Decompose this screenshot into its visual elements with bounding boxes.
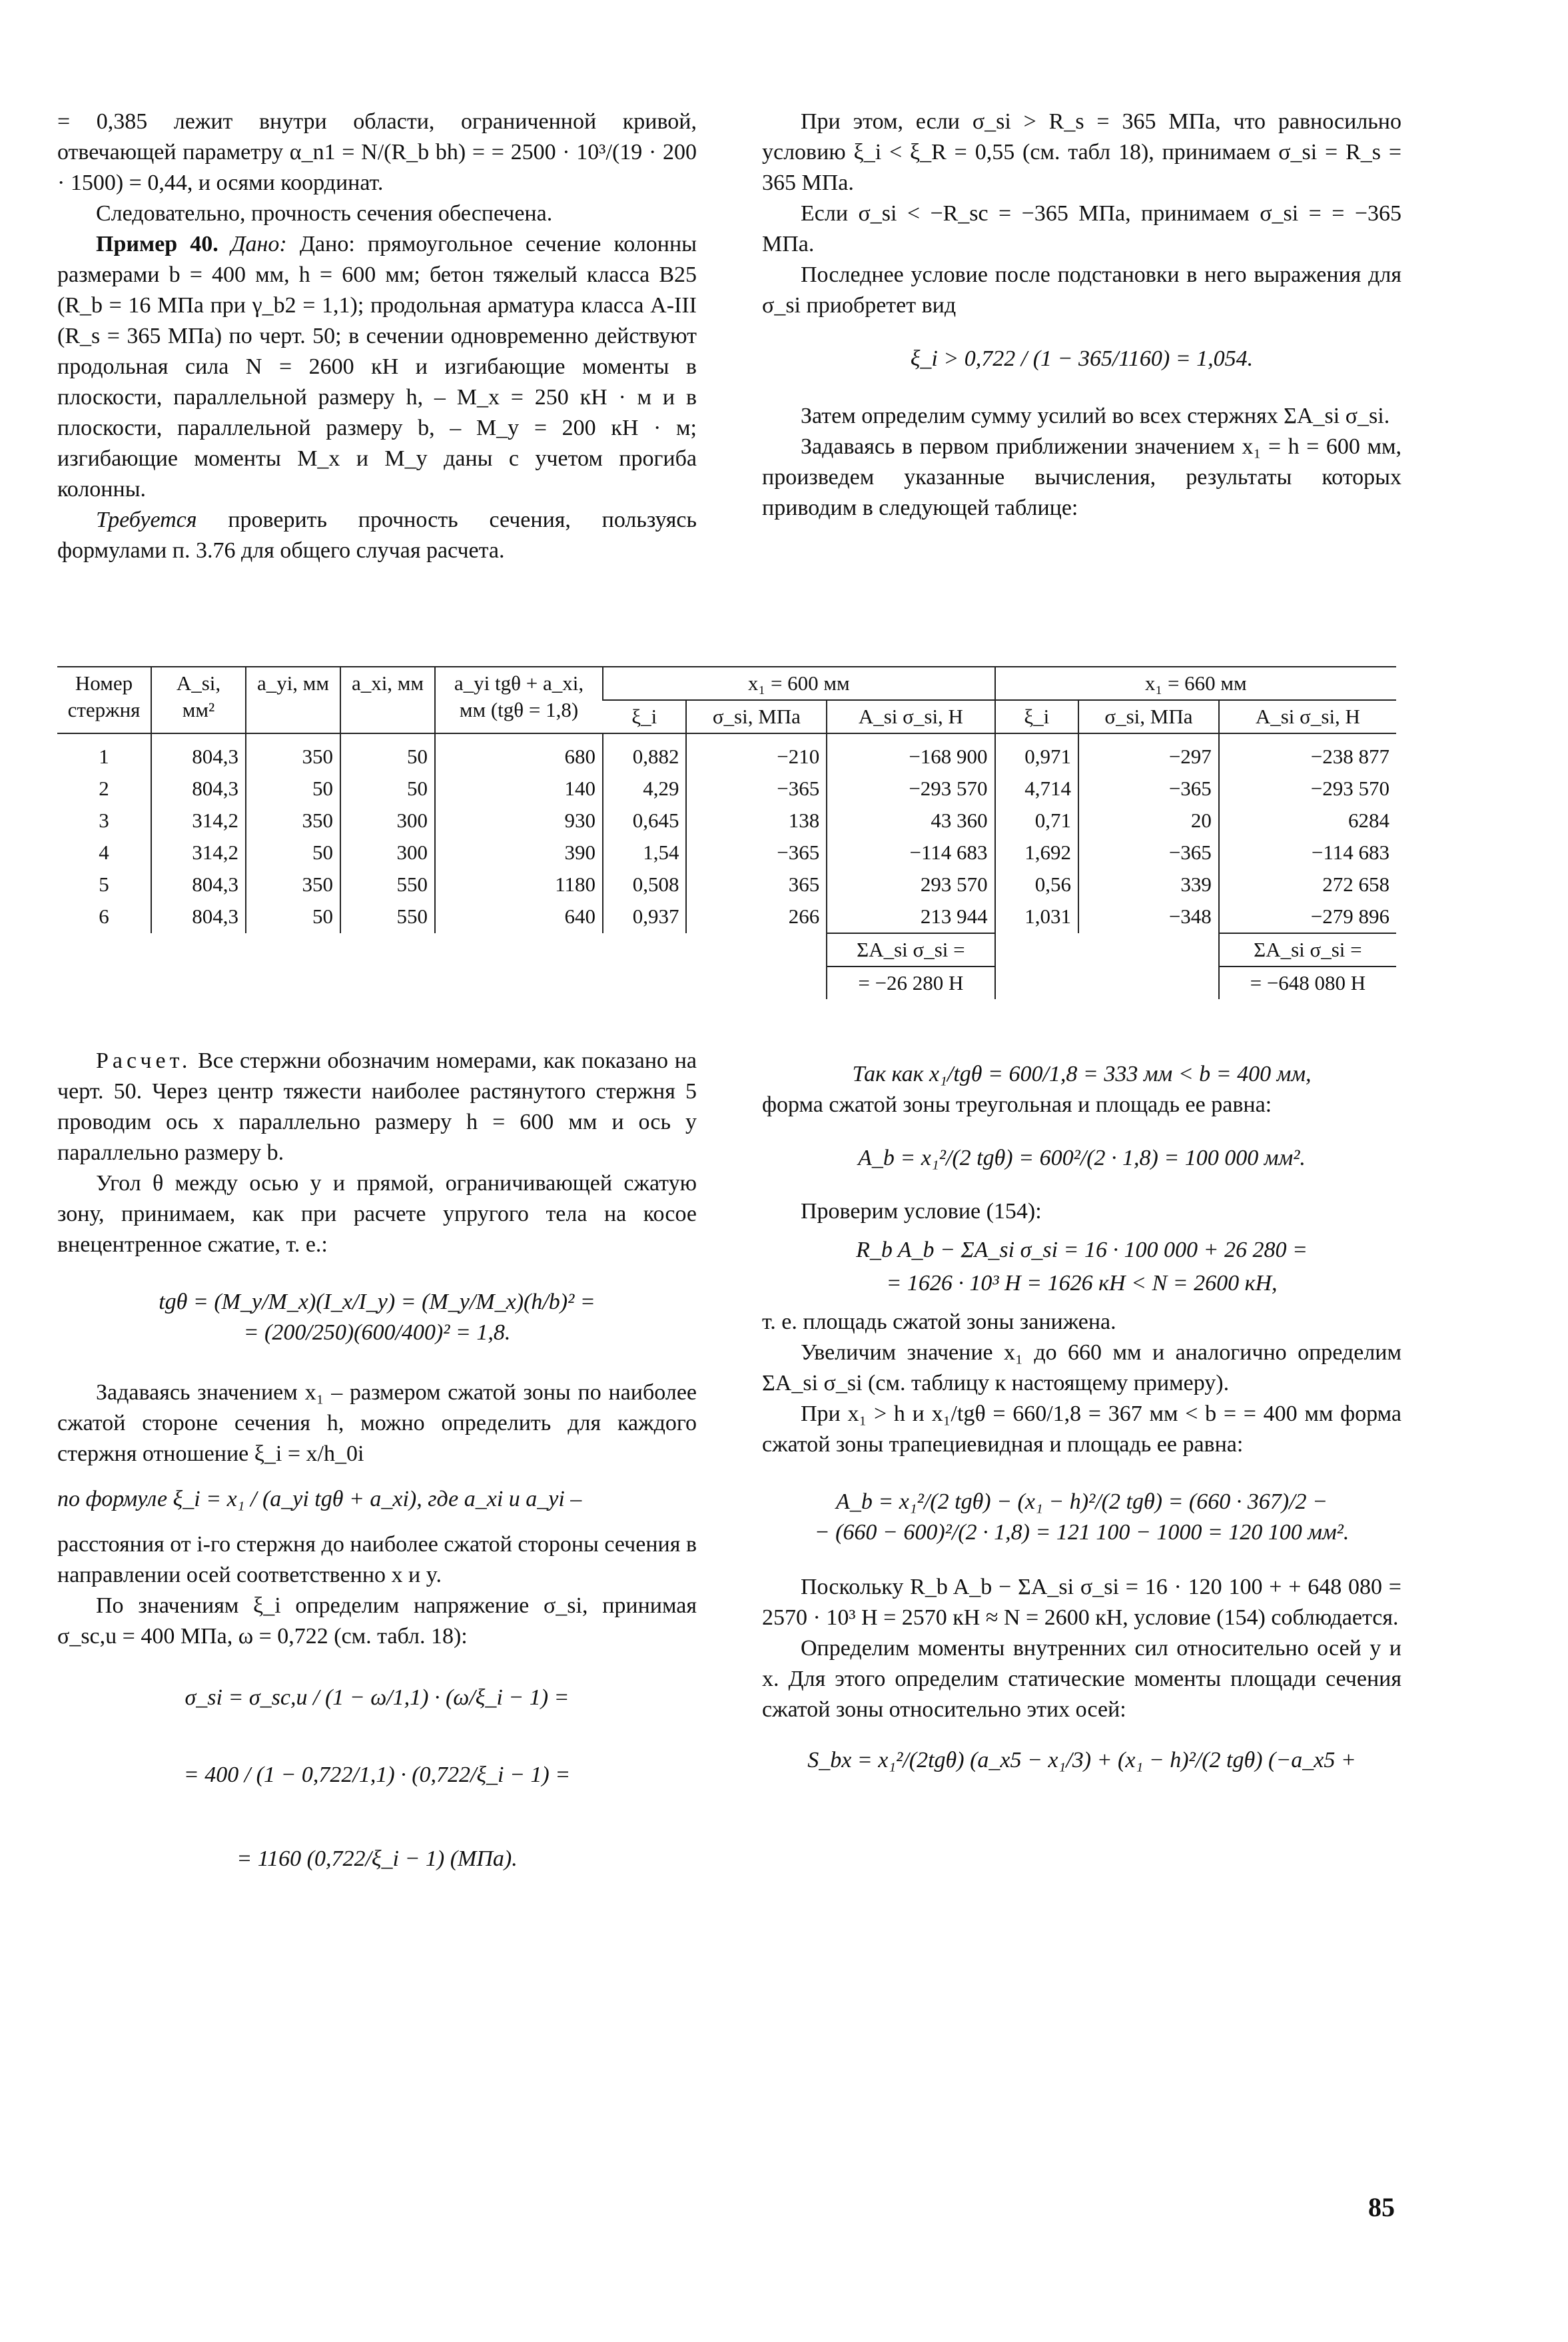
table-header-number: Номер стержня (57, 667, 151, 733)
table-cell: 50 (246, 901, 340, 933)
paragraph-stress: По значениям ξ_i определим напряжение σ_si, принимая σ_sc,u = 400 МПа, ω = 0,722 (см. табл. 18): (57, 1593, 697, 1649)
calc-label: Расчет. (96, 1048, 192, 1073)
table-cell: 350 (246, 869, 340, 901)
table-header-force-660: A_si σ_si, Н (1219, 700, 1396, 733)
paragraph-calculation: Расчет. Все стержни обозначим номерами, как показано на черт. 50. Через центр тяжести наиболее растянутого стержня 5 проводим ось x параллельно размеру h = 600 мм и ось y параллельно размеру b. (57, 1048, 697, 1165)
table-header-xi-600: ξ_i (603, 700, 686, 733)
table-cell: 272 658 (1219, 869, 1396, 901)
table-cell: 1,692 (995, 837, 1078, 869)
example-label: Пример 40. (96, 232, 218, 256)
table-cell: 390 (435, 837, 603, 869)
table-row (57, 773, 1396, 805)
table-cell: 138 (686, 805, 827, 837)
formula-tg-theta-value: = (200/250)(600/400)² = 1,8. (243, 1320, 511, 1345)
table-cell: 266 (686, 901, 827, 933)
table-cell: 293 570 (827, 869, 994, 901)
table-header-sigma-600: σ_si, МПа (686, 700, 827, 733)
table-row (57, 901, 1396, 933)
table-row (57, 837, 1396, 869)
paragraph-trapezoid: При x₁ > h и x₁/tgθ = 660/1,8 = 367 мм < b = = 400 мм форма сжатой зоны трапециевидная и площадь ее равна: (762, 1401, 1401, 1457)
table-cell: 804,3 (151, 901, 246, 933)
table-cell: 0,937 (603, 901, 686, 933)
table-cell: −297 (1078, 733, 1219, 773)
table-cell: −365 (686, 837, 827, 869)
formula-ab-2-value: − (660 − 600)²/(2 · 1,8) = 121 100 − 1000 = 120 100 мм². (814, 1520, 1350, 1545)
table-cell: 300 (340, 805, 435, 837)
formula-tg-theta: tgθ = (M_y/M_x)(I_x/I_y) = (M_y/M_x)(h/b)² = (159, 1290, 595, 1314)
formula-sigma-3: = 1160 (0,722/ξ_i − 1) (МПа). (236, 1846, 518, 1871)
table-cell: −114 683 (1219, 837, 1396, 869)
table-cell: −168 900 (827, 733, 994, 773)
paragraph-sum: Затем определим сумму усилий во всех стержнях ΣA_si σ_si. (801, 404, 1390, 428)
table-cell: 4,714 (995, 773, 1078, 805)
table-cell: 50 (340, 773, 435, 805)
table-header-xi-660: ξ_i (995, 700, 1078, 733)
table-cell: 680 (435, 733, 603, 773)
table-cell: −365 (1078, 837, 1219, 869)
right-column-top (762, 107, 1401, 524)
table-cell: 314,2 (151, 805, 246, 837)
table-cell: −348 (1078, 901, 1219, 933)
table-cell: 550 (340, 869, 435, 901)
table-row (57, 733, 1396, 773)
table-cell: 20 (1078, 805, 1219, 837)
formula-sbx: S_bx = x₁²/(2tgθ) (a_x5 − x₁/3) + (x₁ − h)²/(2 tgθ) (−a_x5 + (807, 1748, 1356, 1772)
paragraph-distances: расстояния от i-го стержня до наиболее сжатой стороны сечения в направлении осей соответственно x и y. (57, 1532, 697, 1587)
formula-ab-1: A_b = x₁²/(2 tgθ) = 600²/(2 · 1,8) = 100 000 мм². (858, 1146, 1306, 1170)
table-body (57, 733, 1396, 933)
table-cell: −293 570 (1219, 773, 1396, 805)
table-cell: 1,54 (603, 837, 686, 869)
formula-x1-tg: Так как x₁/tgθ = 600/1,8 = 333 мм < b = 400 мм, (852, 1062, 1312, 1086)
table-cell: 640 (435, 901, 603, 933)
paragraph-condition-2: Если σ_si < −R_sc = −365 МПа, принимаем σ_si = = −365 МПа. (762, 201, 1401, 256)
table-row (57, 869, 1396, 901)
required-label: Требуется (96, 508, 197, 532)
table-cell: −114 683 (827, 837, 994, 869)
table-total-660: = −648 080 Н (1219, 967, 1396, 999)
table-header-x660: x₁ = 660 мм (995, 667, 1396, 700)
table-cell: 6284 (1219, 805, 1396, 837)
formula-sigma-1: σ_si = σ_sc,u / (1 − ω/1,1) · (ω/ξ_i − 1) = (185, 1685, 570, 1710)
table-cell: −279 896 (1219, 901, 1396, 933)
table-cell: −365 (686, 773, 827, 805)
table-header-x600: x₁ = 600 мм (603, 667, 995, 700)
example-40-required: Требуется проверить прочность сечения, пользуясь формулами п. 3.76 для общего случая расчета. (57, 508, 697, 563)
table-cell: 1 (99, 745, 109, 768)
formula-check-2: = 1626 · 10³ Н = 1626 кН < N = 2600 кН, (886, 1271, 1278, 1296)
formula-check-1: R_b A_b − ΣA_si σ_si = 16 · 100 000 + 26 280 = (856, 1238, 1308, 1262)
table-header-ayi: a_yi, мм (246, 667, 340, 733)
formula-xi-limit: ξ_i > 0,722 / (1 − 365/1160) = 1,054. (910, 346, 1254, 371)
table-header-axi: a_xi, мм (340, 667, 435, 733)
table-header-sigma-660: σ_si, МПа (1078, 700, 1219, 733)
table-cell: 1180 (435, 869, 603, 901)
table-header-force-600: A_si σ_si, Н (827, 700, 994, 733)
table-cell: 0,508 (603, 869, 686, 901)
paragraph-increase: Увеличим значение x₁ до 660 мм и аналогично определим ΣA_si σ_si (см. таблицу к настоящему примеру). (762, 1340, 1401, 1395)
paragraph-angle: Угол θ между осью y и прямой, ограничивающей сжатую зону, принимаем, как при расчете упругого тела на косое внецентренное сжатие, т. е.: (57, 1171, 697, 1257)
table-header-asi: A_si, мм² (151, 667, 246, 733)
table-cell: 314,2 (151, 837, 246, 869)
formula-ab-2: A_b = x₁²/(2 tgθ) − (x₁ − h)²/(2 tgθ) = (660 · 367)/2 − (836, 1489, 1328, 1514)
table-total-label-600: ΣA_si σ_si = (827, 933, 994, 967)
table-cell: −293 570 (827, 773, 994, 805)
paragraph-first-approx: Задаваясь в первом приближении значением x₁ = h = 600 мм, произведем указанные вычисления, результаты которых приводим в следующей таблице: (762, 434, 1401, 520)
table-cell: 300 (340, 837, 435, 869)
table-cell: −238 877 (1219, 733, 1396, 773)
example-40-given: Пример 40. Дано: Дано: прямоугольное сечение колонны размерами b = 400 мм, h = 600 мм; бетон тяжелый класса B25 (R_b = 16 МПа при γ_b2 = 1,1); продольная арматура класса A-III (R_s = 365 МПа) по черт. 50; в сечении одновременно действуют продольная сила N = 2600 кН и изгибающие моменты в плоскости, параллельной размеру h, – M_x = 250 кН · м и в плоскости, параллельной размеру b, – M_y = 200 кН · м; изгибающие моменты M_x и M_y даны с учетом прогиба колонны. (57, 232, 697, 502)
table-cell: 339 (1078, 869, 1219, 901)
table-cell: 804,3 (151, 869, 246, 901)
table-cell: 350 (246, 733, 340, 773)
table-header-sum: a_yi tgθ + a_xi, мм (tgθ = 1,8) (435, 667, 603, 733)
table-cell: 140 (435, 773, 603, 805)
left-column-top (57, 107, 697, 566)
page-number: 85 (1368, 2192, 1395, 2222)
table-cell: 1,031 (995, 901, 1078, 933)
table-cell: 50 (246, 837, 340, 869)
table-cell: 6 (99, 905, 109, 928)
paragraph-moments: Определим моменты внутренних сил относительно осей y и x. Для этого определим статические моменты площади сечения сжатой зоны относительно этих осей: (762, 1636, 1401, 1722)
paragraph-underestimated: т. е. площадь сжатой зоны занижена. (762, 1310, 1116, 1334)
table-cell: 50 (246, 773, 340, 805)
table-cell: 804,3 (151, 733, 246, 773)
table-cell: 0,71 (995, 805, 1078, 837)
table-total-600: = −26 280 Н (827, 967, 994, 999)
paragraph-conclusion: Следовательно, прочность сечения обеспечена. (96, 201, 553, 226)
table-cell: 4 (99, 841, 109, 864)
table-cell: −365 (1078, 773, 1219, 805)
paragraph-triangle: форма сжатой зоны треугольная и площадь ее равна: (762, 1092, 1272, 1117)
table-cell: 50 (340, 733, 435, 773)
table-cell: 0,56 (995, 869, 1078, 901)
table-cell: 350 (246, 805, 340, 837)
paragraph-continuation: = 0,385 лежит внутри области, ограниченной кривой, отвечающей параметру α_n1 = N/(R_b bh) = = 2500 · 10³/(19 · 200 · 1500) = 0,44, и осями координат. (57, 109, 697, 195)
paragraph-ratio: Задаваясь значением x₁ – размером сжатой зоны по наиболее сжатой стороне сечения h, можно определить для каждого стержня отношение ξ_i = x/h_0i (57, 1380, 697, 1466)
table-cell: 930 (435, 805, 603, 837)
table-cell: 550 (340, 901, 435, 933)
table-cell: 804,3 (151, 773, 246, 805)
table-cell: 3 (99, 809, 109, 832)
bars-table (57, 666, 1396, 999)
table-cell: 365 (686, 869, 827, 901)
table-cell: 5 (99, 873, 109, 896)
left-column-bottom (57, 1046, 697, 1874)
formula-sigma-2: = 400 / (1 − 0,722/1,1) · (0,722/ξ_i − 1) = (183, 1762, 571, 1787)
paragraph-condition: При этом, если σ_si > R_s = 365 МПа, что равносильно условию ξ_i < ξ_R = 0,55 (см. табл 18), принимаем σ_si = R_s = 365 МПа. (762, 109, 1401, 195)
formula-xi: по формуле ξ_i = x₁ / (a_yi tgθ + a_xi), где a_xi и a_yi – (57, 1487, 582, 1511)
table-cell: 0,882 (603, 733, 686, 773)
table-row (57, 805, 1396, 837)
table-total-label-660: ΣA_si σ_si = (1219, 933, 1396, 967)
table-cell: −210 (686, 733, 827, 773)
table-cell: 4,29 (603, 773, 686, 805)
table-cell: 43 360 (827, 805, 994, 837)
paragraph-substitution: Последнее условие после подстановки в него выражения для σ_si приобретет вид (762, 262, 1401, 318)
paragraph-condition-met: Поскольку R_b A_b − ΣA_si σ_si = 16 · 120 100 + + 648 080 = 2570 · 10³ Н = 2570 кН ≈ N = 2600 кН, условие (154) соблюдается. (762, 1575, 1401, 1630)
table-cell: 213 944 (827, 901, 994, 933)
table-cell: 2 (99, 777, 109, 800)
paragraph-check-154: Проверим условие (154): (801, 1199, 1042, 1224)
table-cell: 0,645 (603, 805, 686, 837)
right-column-bottom (762, 1059, 1401, 1776)
table-cell: 0,971 (995, 733, 1078, 773)
